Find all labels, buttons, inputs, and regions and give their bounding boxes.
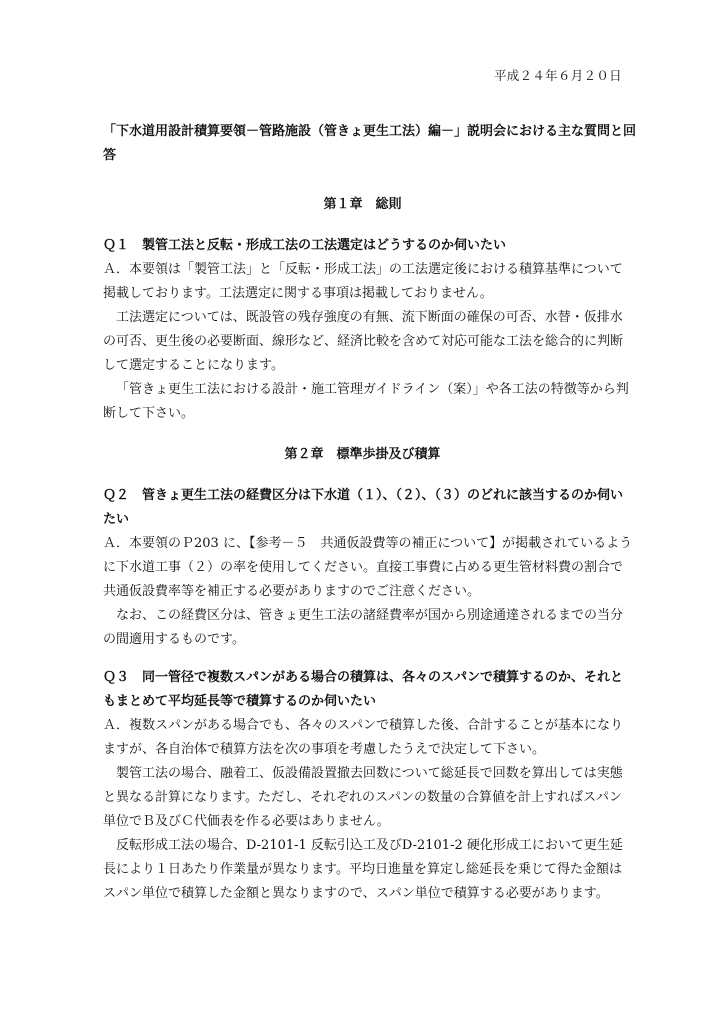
answer-3: [103, 714, 633, 906]
document-title: 「下水道用設計積算要領－管路施設（管きょ更生工法）編－」説明会における主な質問と回答: [103, 124, 637, 163]
answer-paragraph: Ａ．本要領のＰ203 に、【参考－５ 共通仮設費等の補正について】が掲載されているように下水道工事（２）の率を使用してください。直接工事費に占める更生管材料費の割合で共通仮設費率等を補正する必要がありますのでご注意ください。: [103, 536, 633, 599]
document-date: 平成２４年６月２０日: [493, 68, 622, 83]
answer-1: [103, 258, 633, 426]
answer-paragraph: 製管工法の場合、融着工、仮設備設置撤去回数について総延長で回数を算出しては実態と異なる計算になります。ただし、それぞれのスパンの数量の合算値を計上すればスパン単位でＢ及びＣ代価表を作る必要はありません。: [103, 766, 623, 829]
chapter-heading-2: 第２章 標準歩掛及び積算: [284, 447, 441, 462]
answer-paragraph: 反転形成工法の場合、D-2101-1 反転引込工及びD-2101-2 硬化形成工において更生延長により１日あたり作業量が異なります。平均日進量を算定し総延長を乗じて得た金額はスパン単位で積算した金額と異なりますので、スパン単位で積算する必要があります。: [103, 838, 623, 901]
chapter-heading-1: 第１章 総則: [323, 197, 402, 212]
question-2: Ｑ２ 管きょ更生工法の経費区分は下水道（１）、（２）、（３）のどれに該当するのか伺いたい: [103, 488, 624, 527]
answer-paragraph: Ａ．本要領は「製管工法」と「反転・形成工法」の工法選定後における積算基準について掲載しております。工法選定に関する事項は掲載しておりません。: [103, 262, 623, 301]
question-1: Ｑ１ 製管工法と反転・形成工法の工法選定はどうするのか伺いたい: [103, 238, 507, 253]
answer-2: [103, 532, 633, 652]
answer-paragraph: 工法選定については、既設管の残存強度の有無、流下断面の確保の可否、水替・仮排水の可否、更生後の必要断面、線形など、経済比較を含めて対応可能な工法を総合的に判断して選定することになります。: [103, 310, 624, 373]
question-3: Ｑ３ 同一管径で複数スパンがある場合の積算は、各々のスパンで積算するのか、それともまとめて平均延長等で積算するのか伺いたい: [103, 670, 624, 709]
answer-paragraph: Ａ．複数スパンがある場合でも、各々のスパンで積算した後、合計することが基本になりますが、各自治体で積算方法を次の事項を考慮したうえで決定して下さい。: [103, 718, 624, 757]
answer-paragraph: なお、この経費区分は、管きょ更生工法の諸経費率が国から別途通達されるまでの当分の間適用するものです。: [103, 608, 624, 647]
answer-paragraph: 「管きょ更生工法における設計・施工管理ガイドライン（案）」や各工法の特徴等から判断して下さい。: [103, 382, 629, 421]
